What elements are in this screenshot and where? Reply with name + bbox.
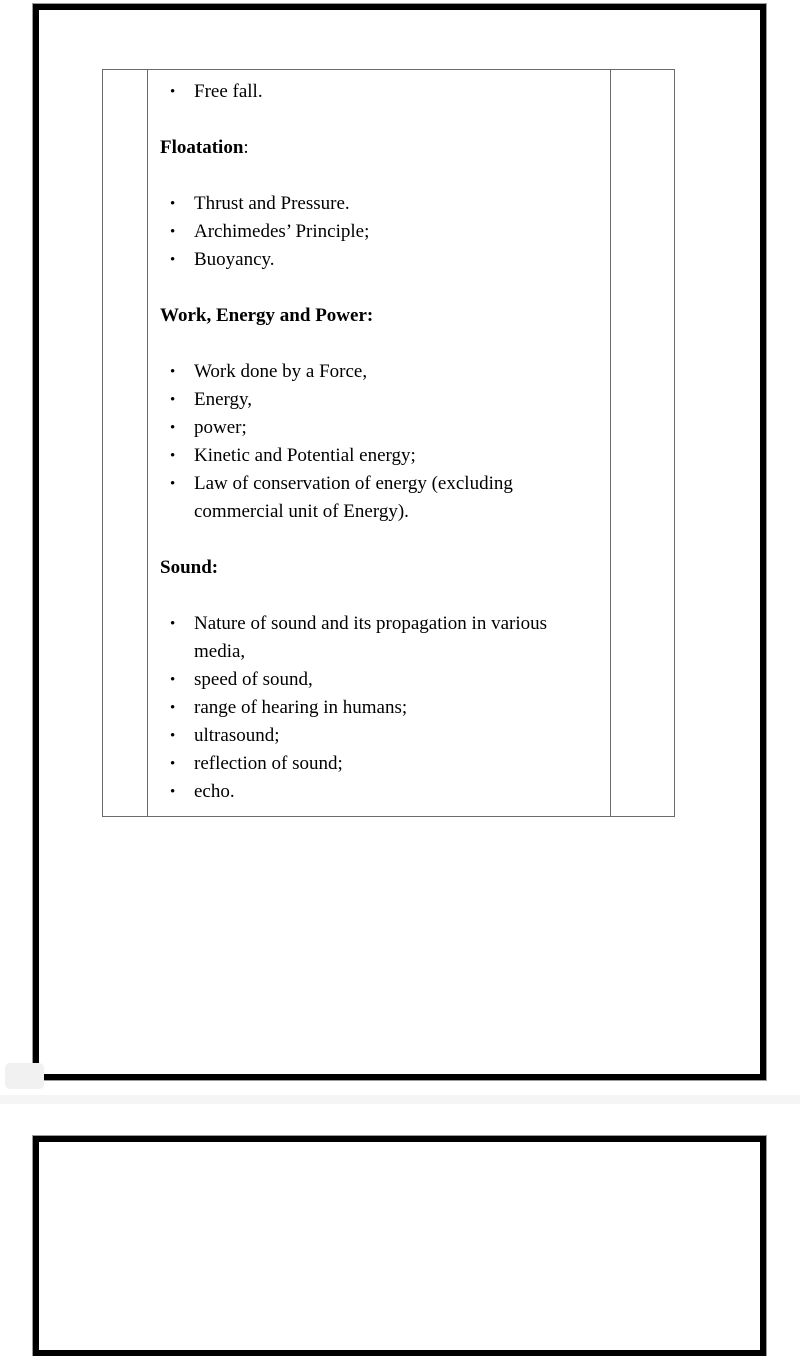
list-item-label: Law of conservation of energy (excluding commercial unit of Energy). (194, 473, 513, 522)
blank-line (160, 274, 600, 302)
table-cell-content (148, 70, 611, 817)
list-item (160, 470, 600, 526)
blank-line (160, 330, 600, 358)
blank-line (160, 582, 600, 610)
list-item-label: speed of sound, (194, 669, 313, 690)
list-item-label: Energy, (194, 389, 253, 410)
list-item (160, 694, 600, 722)
bullet-icon: • (170, 252, 176, 268)
table-cell-notes (611, 70, 675, 817)
list-item-label: power; (194, 417, 247, 438)
list-item (160, 610, 600, 666)
list-item-label: echo. (194, 781, 235, 802)
bullet-icon: • (170, 420, 176, 436)
bullet-icon: • (170, 224, 176, 240)
list-item (160, 78, 600, 106)
list-item-label: range of hearing in humans; (194, 697, 408, 718)
bullet-icon: • (170, 728, 176, 744)
list-item-label: Archimedes’ Principle; (194, 221, 370, 242)
list-item (160, 778, 600, 806)
bullet-icon: • (170, 196, 176, 212)
list-item-label: Kinetic and Potential energy; (194, 445, 416, 466)
bullet-list (160, 190, 600, 274)
list-item (160, 666, 600, 694)
section-heading (160, 134, 600, 162)
list-item (160, 750, 600, 778)
list-item (160, 358, 600, 386)
bullet-icon: • (170, 84, 176, 100)
bullet-list (160, 78, 600, 106)
document-page-1 (33, 4, 766, 1080)
bullet-icon: • (170, 700, 176, 716)
list-item (160, 442, 600, 470)
bullet-list (160, 610, 600, 806)
section-heading-colon: : (243, 137, 249, 158)
section-heading (160, 554, 600, 582)
list-item (160, 246, 600, 274)
list-item-label: ultrasound; (194, 725, 280, 746)
blank-line (160, 106, 600, 134)
viewer-corner-chip (5, 1063, 44, 1089)
list-item-label: Thrust and Pressure. (194, 193, 350, 214)
list-item-label: reflection of sound; (194, 753, 343, 774)
bullet-icon: • (170, 476, 176, 492)
list-item (160, 386, 600, 414)
bullet-icon: • (170, 448, 176, 464)
page-separator-band (0, 1095, 800, 1104)
document-page-2 (33, 1136, 766, 1356)
bullet-icon: • (170, 616, 176, 632)
list-item (160, 722, 600, 750)
bullet-icon: • (170, 756, 176, 772)
bullet-list (160, 358, 600, 526)
list-item-label: Buoyancy. (194, 249, 275, 270)
bullet-icon: • (170, 784, 176, 800)
blank-line (160, 162, 600, 190)
section-heading-text: Floatation (160, 137, 244, 158)
blank-line (160, 526, 600, 554)
list-item (160, 218, 600, 246)
list-item (160, 190, 600, 218)
syllabus-content-body (148, 70, 610, 816)
bullet-icon: • (170, 672, 176, 688)
table-cell-marker (103, 70, 148, 817)
list-item (160, 414, 600, 442)
bullet-icon: • (170, 392, 176, 408)
list-item-label: Nature of sound and its propagation in various media, (194, 613, 548, 662)
list-item-label: Free fall. (194, 81, 263, 102)
bullet-icon: • (170, 364, 176, 380)
table-row (103, 70, 675, 817)
list-item-label: Work done by a Force, (194, 361, 368, 382)
syllabus-table (102, 69, 675, 817)
section-heading (160, 302, 600, 330)
section-heading-text: Work, Energy and Power: (160, 305, 374, 326)
section-heading-text: Sound: (160, 557, 219, 578)
